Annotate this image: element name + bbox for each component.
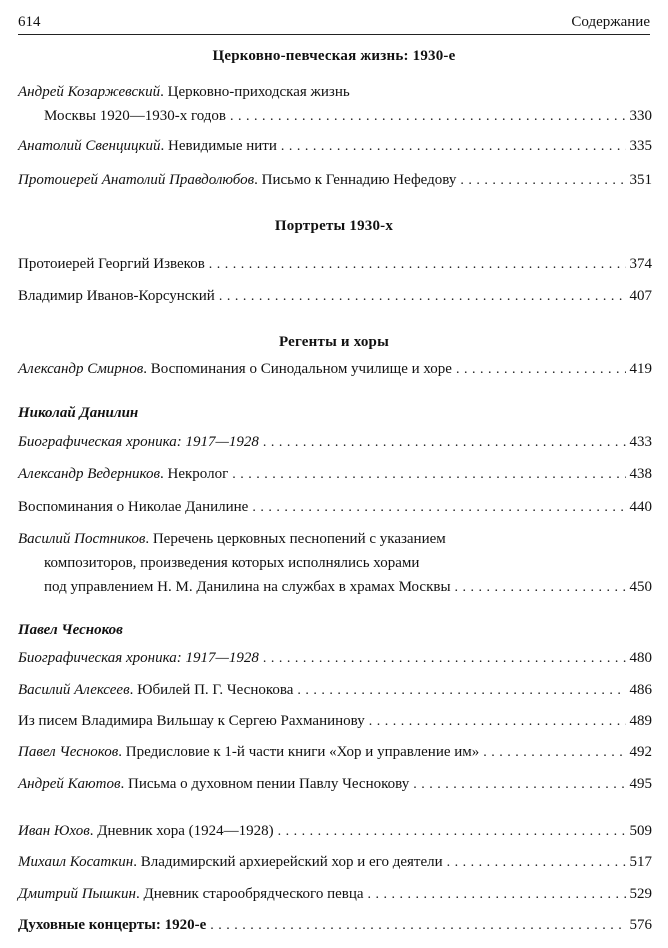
dot-leader — [230, 104, 626, 129]
entry-title: Владимир Иванов-Корсунский — [18, 288, 215, 304]
dot-leader — [278, 819, 626, 844]
entry-title: Перечень церковных песнопений с указанием — [152, 531, 446, 547]
entry-author: Василий Постников — [18, 531, 146, 547]
section-heading: Портреты 1930-х — [274, 218, 394, 234]
entry-author: Павел Чесноков — [18, 744, 119, 760]
dot-leader — [368, 882, 626, 907]
running-head — [18, 10, 650, 35]
dot-leader — [263, 646, 626, 671]
dot-leader — [455, 575, 626, 600]
dot-leader — [447, 850, 626, 875]
dot-leader — [460, 168, 625, 193]
entry-title: Дневник старообрядческого певца — [143, 886, 364, 902]
toc-entry[interactable]: Александр Смирнов. Воспоминания о Синодальном училище и хоре . . . 419 — [18, 357, 652, 382]
entry-title: Из писем Владимира Вильшау к Сергею Рахманинову — [18, 713, 365, 729]
page-number: 614 — [18, 14, 41, 30]
entry-page: 492 — [629, 744, 652, 760]
toc-entry[interactable]: Василий Постников. Перечень церковных песнопений с указанием композиторов, произведения которых исполнялись хорами под управлением Н. М. Данилина на службах в храмах Москвы . . . 450 — [18, 527, 652, 600]
entry-page: 517 — [629, 854, 652, 870]
entry-page: 509 — [629, 823, 652, 839]
toc-entry[interactable] — [18, 284, 652, 309]
entry-author: Иван Юхов — [18, 823, 90, 839]
entry-page: 438 — [629, 466, 652, 482]
toc-entry[interactable]: Андрей Козаржевский. Церковно-приходская жизнь Москвы 1920—1930-х годов . . . 330 — [18, 80, 652, 129]
entry-title: Церковно-приходская жизнь — [167, 84, 350, 100]
dot-leader — [297, 678, 625, 703]
dot-leader — [369, 709, 626, 734]
entry-title: Юбилей П. Г. Чеснокова — [137, 682, 294, 698]
entry-title: Письмо к Геннадию Нефедову — [261, 172, 457, 188]
entry-page: 335 — [629, 138, 652, 154]
entry-title: Некролог — [167, 466, 229, 482]
entry-title: Духовные концерты: 1920-е — [18, 917, 207, 933]
entry-page: 529 — [629, 886, 652, 902]
entry-page: 486 — [629, 682, 652, 698]
toc-entry[interactable]: Павел Чесноков. Предисловие к 1-й части книги «Хор и управление им» . . . 492 — [18, 740, 652, 765]
entry-title: Воспоминания о Синодальном училище и хоре — [150, 361, 452, 377]
dot-leader — [413, 772, 625, 797]
entry-page: 480 — [629, 650, 652, 666]
entry-author: Александр Смирнов — [18, 361, 144, 377]
entry-title: Биографическая хроника: 1917—1928 — [18, 434, 259, 450]
section-heading: Регенты и хоры — [278, 334, 390, 350]
entry-author: Михаил Косаткин — [18, 854, 134, 870]
entry-title: Предисловие к 1-й части книги «Хор и управление им» — [125, 744, 480, 760]
toc-entry[interactable]: Дмитрий Пышкин. Дневник старообрядческого певца . . . 529 — [18, 882, 652, 907]
entry-title-cont: композиторов, произведения которых исполнялись хорами — [44, 555, 420, 571]
entry-title-cont: Москвы 1920—1930-х годов — [44, 108, 226, 124]
dot-leader — [209, 252, 626, 277]
toc-entry[interactable]: Михаил Косаткин. Владимирский архиерейский хор и его деятели . . . 517 — [18, 850, 652, 875]
subsection-heading: Николай Данилин — [18, 405, 139, 421]
entry-author: Анатолий Свенцицкий — [18, 138, 161, 154]
toc-entry[interactable] — [18, 495, 652, 520]
dot-leader — [210, 913, 625, 938]
dot-leader — [232, 462, 625, 487]
entry-page: 419 — [629, 361, 652, 377]
entry-page: 374 — [629, 256, 652, 272]
entry-page: 351 — [629, 172, 652, 188]
entry-page: 576 — [629, 917, 652, 933]
section-title: Содержание — [571, 14, 650, 30]
dot-leader — [263, 430, 626, 455]
entry-title-cont: под управлением Н. М. Данилина на службах в храмах Москвы — [44, 579, 451, 595]
entry-author: Протоиерей Анатолий Правдолюбов — [18, 172, 255, 188]
toc-entry[interactable]: Анатолий Свенцицкий. Невидимые нити . . . 335 — [18, 134, 652, 159]
entry-title: Биографическая хроника: 1917—1928 — [18, 650, 259, 666]
entry-page: 407 — [629, 288, 652, 304]
entry-page: 450 — [629, 579, 652, 595]
section-heading: Церковно-певческая жизнь: 1930-е — [212, 48, 456, 64]
entry-title: Письма о духовном пении Павлу Чеснокову — [127, 776, 410, 792]
toc-entry[interactable] — [18, 646, 652, 671]
toc-entry[interactable]: Александр Ведерников. Некролог . . . 438 — [18, 462, 652, 487]
toc-entry[interactable]: Андрей Каютов. Письма о духовном пении Павлу Чеснокову . . . 495 — [18, 772, 652, 797]
entry-page: 330 — [629, 108, 652, 124]
entry-author: Василий Алексеев — [18, 682, 130, 698]
toc-entry[interactable] — [18, 709, 652, 734]
toc-entry[interactable]: Иван Юхов. Дневник хора (1924—1928) . . . 509 — [18, 819, 652, 844]
entry-title: Дневник хора (1924—1928) — [97, 823, 274, 839]
entry-author: Андрей Каютов — [18, 776, 121, 792]
entry-title: Невидимые нити — [168, 138, 277, 154]
dot-leader — [252, 495, 625, 520]
dot-leader — [219, 284, 626, 309]
toc-entry[interactable]: Протоиерей Анатолий Правдолюбов. Письмо к Геннадию Нефедову . . . 351 — [18, 168, 652, 193]
entry-title: Владимирский архиерейский хор и его деятели — [140, 854, 443, 870]
toc-entry[interactable] — [18, 252, 652, 277]
entry-title: Протоиерей Георгий Извеков — [18, 256, 205, 272]
entry-page: 489 — [629, 713, 652, 729]
subsection-heading: Павел Чесноков — [18, 622, 123, 638]
entry-title: Воспоминания о Николае Данилине — [18, 499, 249, 515]
toc-entry[interactable] — [18, 913, 652, 938]
dot-leader — [456, 357, 626, 382]
dot-leader — [281, 134, 626, 159]
entry-author: Дмитрий Пышкин — [18, 886, 136, 902]
entry-page: 495 — [629, 776, 652, 792]
toc-entry[interactable]: Василий Алексеев. Юбилей П. Г. Чеснокова . . . 486 — [18, 678, 652, 703]
entry-page: 433 — [629, 434, 652, 450]
entry-author: Александр Ведерников — [18, 466, 161, 482]
entry-page: 440 — [629, 499, 652, 515]
entry-author: Андрей Козаржевский — [18, 84, 161, 100]
toc-entry[interactable] — [18, 430, 652, 455]
dot-leader — [483, 740, 625, 765]
